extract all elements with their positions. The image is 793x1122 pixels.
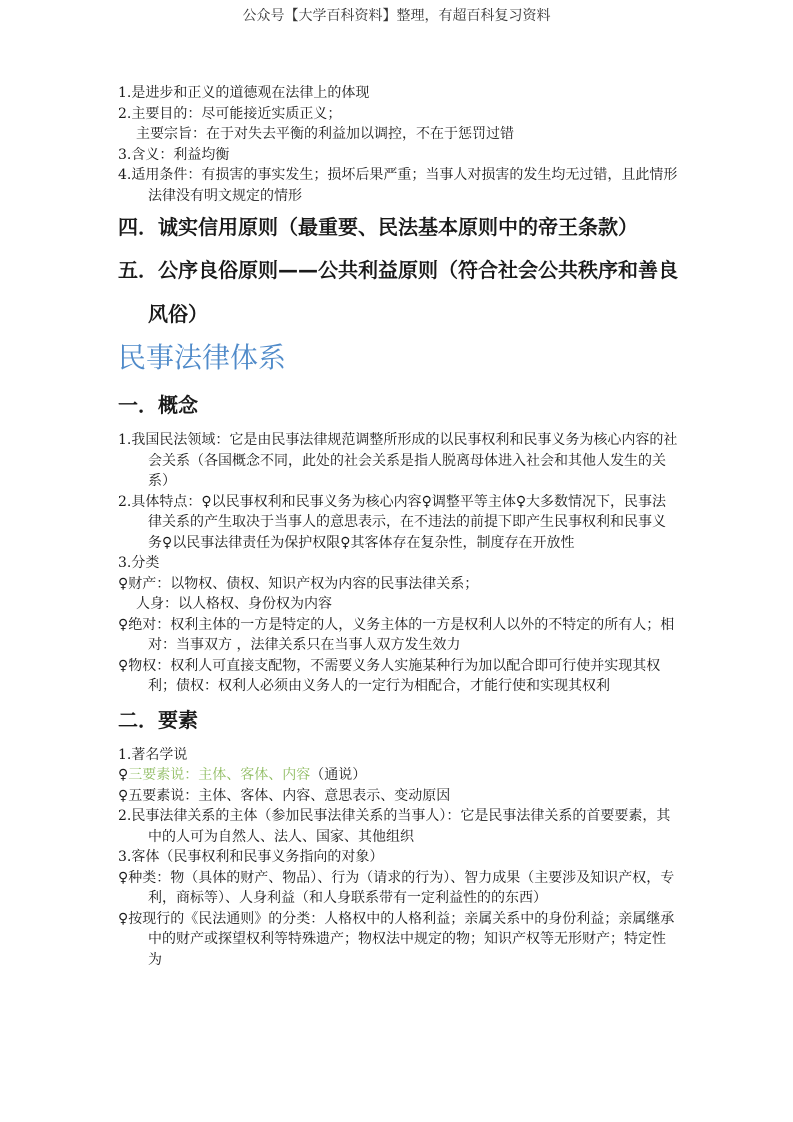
- list-item: 3.分类: [118, 555, 160, 571]
- list-item: ♀种类：物（具体的财产、物品）、行为（请求的行为）、智力成果（主要涉及知识产权，专利，商标等）、人身利益（和人身联系带有一定利益性的的东西）: [118, 869, 675, 906]
- highlighted-text: 三要素说：主体、客体、内容: [128, 767, 311, 783]
- list-item: 3.含义：利益均衡: [118, 146, 230, 163]
- heading-4: 四．诚实信用原则（最重要、民法基本原则中的帝王条款）: [118, 215, 638, 239]
- list-item: 2.具体特点：♀以民事权利和民事义务为核心内容♀调整平等主体♀大多数情况下，民事法律关系的产生取决于当事人的意思表示，在不违法的前提下即产生民事权利和民事义务♀以民事法律责任为保护权限♀其客体存在复杂性，制度存在开放性: [118, 493, 667, 551]
- list-item: 1.是进步和正义的道德观在法律上的体现: [118, 85, 370, 101]
- list-item: ♀五要素说：主体、客体、内容、意思表示、变动原因: [118, 787, 451, 804]
- list-item: 3.客体（民事权利和民事义务指向的对象）: [118, 849, 384, 865]
- bullet-icon: ♀: [118, 767, 129, 783]
- heading-5: 五．公序良俗原则——公共利益原则（符合社会公共秩序和善良风俗）: [118, 258, 678, 326]
- list-item: 1.著名学说: [118, 746, 188, 763]
- list-item: ♀物权：权利人可直接支配物，不需要义务人实施某种行为加以配合即可行使并实现其权利；债权：权利人必须由义务人的一定行为相配合，才能行使和实现其权利: [118, 657, 661, 694]
- note-text: （通说）: [310, 767, 367, 783]
- list-item: 1.我国民法领域：它是由民事法律规范调整所形成的以民事权利和民事义务为核心内容的社会关系（各国概念不同，此处的社会关系是指人脱离母体进入社会和其他人发生的关系）: [118, 432, 678, 489]
- list-item: ♀按现行的《民法通则》的分类：人格权中的人格利益；亲属关系中的身份利益；亲属继承中的财产或探望权利等特殊遗产；物权法中规定的物；知识产权等无形财产；特定性为: [118, 910, 675, 968]
- list-item: ♀财产：以物权、债权、知识产权为内容的民事法律关系；: [118, 575, 479, 592]
- section-title: 一．概念: [118, 393, 198, 417]
- document-body: [118, 83, 678, 970]
- list-item: ♀绝对：权利主体的一方是特定的人，义务主体的一方是权利人以外的不特定的所有人；相对：当事双方 ，法律关系只在当事人双方发生效力: [118, 616, 675, 653]
- list-item: 4.适用条件：有损害的事实发生；损坏后果严重；当事人对损害的发生均无过错，且此情形法律没有明文规定的情形: [118, 167, 678, 204]
- list-item: [118, 765, 678, 786]
- list-item: 人身：以人格权、身份权为内容: [136, 596, 332, 612]
- list-item: 2.民事法律关系的主体（参加民事法律关系的当事人）：它是民事法律关系的首要要素，其中的人可为自然人、法人、国家、其他组织: [118, 808, 671, 845]
- list-item: 主要宗旨：在于对失去平衡的利益加以调控，不在于惩罚过错: [136, 126, 514, 142]
- page-header: 公众号【大学百科资料】整理，有超百科复习资料: [242, 8, 551, 24]
- section-title: 二．要素: [118, 707, 198, 732]
- chapter-title: 民事法律体系: [118, 341, 287, 374]
- list-item: 2.主要目的：尽可能接近实质正义；: [118, 105, 342, 122]
